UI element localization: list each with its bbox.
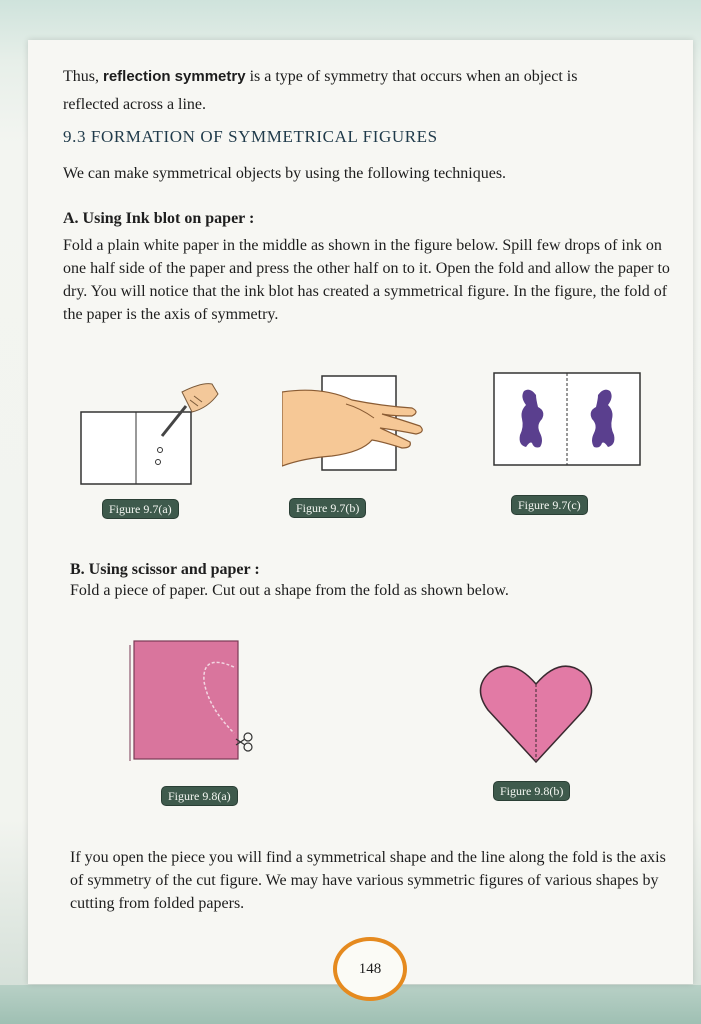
- figure-9-7c-illustration: [492, 371, 642, 467]
- conclusion-text: If you open the piece you will find a symmetrical shape and the line along the fold is the axis of symmetry of the cut figure. We may have various symmetric figures of various shapes by cutting from folded papers.: [70, 849, 666, 912]
- section-intro: We can make symmetrical objects by using the following techniques.: [63, 165, 507, 182]
- caption-figure-9-7b: Figure 9.7(b): [289, 498, 366, 518]
- figure-9-7b-illustration: [282, 374, 427, 474]
- page-number: 148: [333, 937, 407, 1001]
- figure-9-7a-illustration: [78, 372, 228, 490]
- caption-figure-9-8b: Figure 9.8(b): [493, 781, 570, 801]
- scissor-heading: B. Using scissor and paper :: [70, 561, 260, 578]
- figure-9-8b-illustration: [478, 662, 594, 766]
- ink-blot-heading: A. Using Ink blot on paper :: [63, 210, 255, 227]
- caption-figure-9-7a: Figure 9.7(a): [102, 499, 179, 519]
- intro-prefix: Thus,: [63, 68, 99, 85]
- figure-9-8a-illustration: [126, 637, 261, 764]
- pink-paper: [134, 641, 238, 759]
- scissor-body: Fold a piece of paper. Cut out a shape from the fold as shown below.: [70, 582, 509, 599]
- intro-line-1: [63, 65, 683, 88]
- intro-rest: is a type of symmetry that occurs when an object is: [249, 68, 578, 85]
- ink-blot-body: Fold a plain white paper in the middle as shown in the figure below. Spill few drops of ink on one half side of the paper and press the other half on to it. Open the fold and allow the paper to dry. You will notice that the ink blot has created a symmetrical figure. In the figure, the fold of the paper is the axis of symmetry.: [63, 237, 670, 323]
- intro-line-2: reflected across a line.: [63, 96, 207, 113]
- section-title: 9.3 FORMATION OF SYMMETRICAL FIGURES: [63, 127, 438, 146]
- caption-figure-9-8a: Figure 9.8(a): [161, 786, 238, 806]
- caption-figure-9-7c: Figure 9.7(c): [511, 495, 588, 515]
- intro-bold-term: reflection symmetry: [103, 68, 246, 85]
